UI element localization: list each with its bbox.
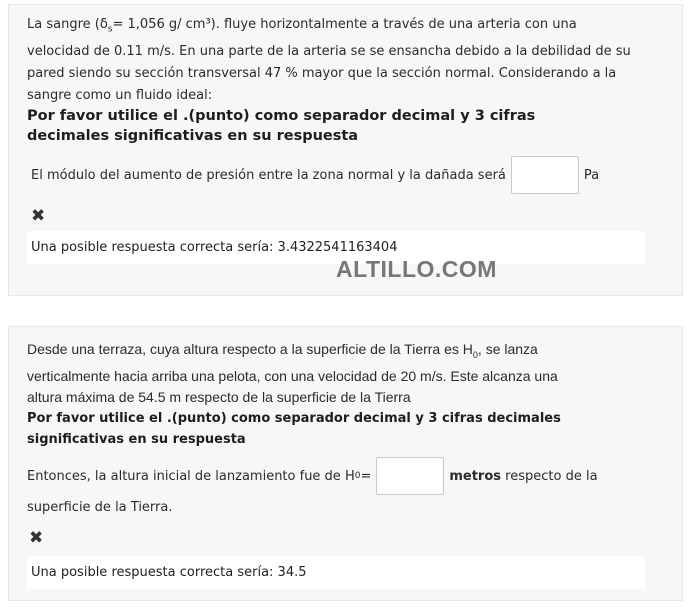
x-mark-icon: ✖	[29, 528, 44, 548]
q2-line-2: verticalmente hacia arriba una pelota, con una velocidad de 20 m/s. Este alcanza una	[27, 367, 558, 384]
question-card-1	[8, 4, 683, 296]
question-card-2	[8, 326, 683, 601]
decimal-instructions: Por favor utilice el .(punto) como separador decimal y 3 cifras decimales significativas en su respuesta	[27, 411, 561, 447]
q2-sub: 0	[472, 349, 478, 360]
q1-line-3: pared siendo su sección transversal 47 % mayor que la sección normal. Considerando a la	[27, 65, 617, 81]
answer-prompt: Entonces, la altura inicial de lanzamiento fue de H	[27, 468, 355, 484]
answer-input-2[interactable]	[376, 457, 444, 495]
unit-label: metros	[449, 468, 502, 484]
q2-line-1a: Desde una terraza, cuya altura respecto a la superficie de la Tierra es H	[27, 341, 473, 357]
prompt-line-2: superficie de la Tierra.	[27, 500, 173, 515]
question-2-text	[27, 339, 664, 408]
unit-label: Pa	[583, 167, 600, 183]
prompt-equals: =	[360, 468, 372, 484]
answer-prompt: El módulo del aumento de presión entre la zona normal y la dañada será	[31, 167, 506, 183]
question-1-text	[27, 14, 664, 107]
correct-answer-text: Una posible respuesta correcta sería: 34.5	[31, 565, 307, 580]
decimal-instructions: Por favor utilice el .(punto) como separador decimal y 3 cifras decimales significativas en su respuesta	[27, 108, 536, 144]
prompt-after: respecto de la	[501, 468, 598, 484]
q1-line-2: velocidad de 0.11 m/s. En una parte de la arteria se se ensancha debido a la debilidad de su	[27, 43, 631, 59]
answer-row-1	[31, 156, 664, 194]
q1-sub: s	[107, 24, 113, 35]
q1-line-4: sangre como un fluido ideal:	[27, 87, 213, 103]
correct-answer-feedback	[27, 556, 645, 589]
q2-line-3: altura máxima de 54.5 m respecto de la superficie de la Tierra	[27, 388, 411, 405]
prompt-sub: 0	[354, 471, 361, 481]
answer-input-1[interactable]	[511, 156, 579, 194]
correct-answer-text: Una posible respuesta correcta sería: 3.4322541163404	[31, 240, 398, 255]
x-mark-icon: ✖	[31, 206, 46, 226]
q1-line-1a: La sangre (δ	[27, 17, 108, 32]
q2-line-1b: , se lanza	[477, 341, 538, 357]
watermark-logo: ALTILLO.COM	[336, 256, 497, 282]
answer-row-2	[27, 457, 664, 495]
q1-line-1b: = 1,056 g/ cm³). fluye horizontalmente a través de una arteria con una	[112, 17, 577, 32]
